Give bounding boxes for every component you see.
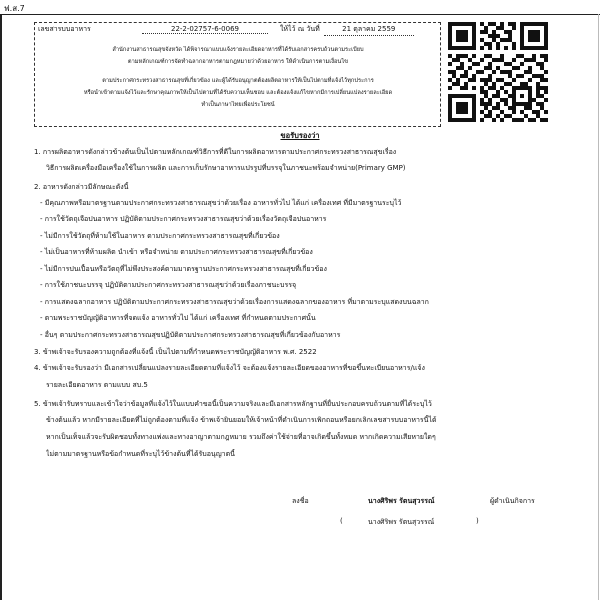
intro-line: ตามหลักเกณฑ์การจัดทำฉลากอาหารตามกฎหมายว่าด้วยอาหาร ให้ดำเนินการตามเงื่อนไข [127, 59, 349, 65]
body-line: 5. ข้าพเจ้ารับทราบและเข้าใจว่าข้อมูลที่แจ้งไว้ในแบบคำขอนี้เป็นความจริงและมีเอกสารหลักฐานที่ยื่นประกอบครบถ้วนตามที่ได้ระบุไว้ [34, 400, 432, 408]
body-line: - ไม่มีการปนเปื้อนหรือวัตถุที่ไม่พึงประสงค์ตามมาตรฐานประกาศกระทรวงสาธารณสุขที่เกี่ยวข้อง [40, 265, 327, 273]
registration-line [38, 24, 438, 36]
close-paren: ) [476, 517, 479, 525]
body-line: 1. การผลิตอาหารดังกล่าวข้างต้นเป็นไปตามหลักเกณฑ์วิธีการที่ดีในการผลิตอาหารตามประกาศกระทรวงสาธารณสุขเรื่อง [34, 148, 397, 156]
intro-line: ตามประกาศกระทรวงสาธารณสุขที่เกี่ยวข้อง และผู้ได้รับอนุญาตต้องผลิตอาหารให้เป็นไปตามที่แจ้งไว้ทุกประการ [102, 78, 374, 84]
body-line: 4. ข้าพเจ้าจะรับรองว่า มีเอกสารเปลี่ยนแปลงรายละเอียดตามที่แจ้งไว้ จะต้องแจ้งรายละเอียดของอาหารที่ขอขึ้นทะเบียนอาหาร/แจ้ง [34, 364, 425, 372]
open-paren: ( [340, 517, 343, 525]
issue-date: 21 ตุลาคม 2559 [324, 24, 414, 36]
intro-line: สำนักงานสาธารณสุขจังหวัด ได้พิจารณาแบบแจ้งรายละเอียดอาหารที่ได้รับเอกสารครบถ้วนตามระเบียบ [112, 47, 364, 53]
top-divider [0, 14, 600, 15]
signer-name: นางศิริพร รัตนสุวรรณ์ [368, 497, 435, 505]
intro-line: ทำเป็นภาษาไทยเพื่อประโยชน์ [201, 102, 275, 108]
signer-name-printed: นางศิริพร รัตนสุวรรณ์ [368, 518, 435, 526]
body-line: 2. อาหารดังกล่าวมีลักษณะดังนี้ [34, 183, 129, 191]
body-line: - ไม่เป็นอาหารที่ห้ามผลิต นำเข้า หรือจำหน่าย ตามประกาศกระทรวงสาธารณสุขที่เกี่ยวข้อง [40, 248, 313, 256]
body-line: 3. ข้าพเจ้าจะรับรองความถูกต้องที่แจ้งนี้ เป็นไปตามที่กำหนดพระราชบัญญัติอาหาร พ.ศ. 2522 [34, 348, 317, 356]
body-line: วิธีการผลิตเครื่องมือเครื่องใช้ในการผลิต และการเก็บรักษาอาหารแปรรูปที่บรรจุในภาชนะพร้อมจำหน่าย(Primary GMP) [46, 164, 406, 172]
body-line: รายละเอียดอาหาร ตามแบบ สบ.5 [46, 381, 148, 389]
body-line: - การใช้ภาชนะบรรจุ ปฏิบัติตามประกาศกระทรวงสาธารณสุขว่าด้วยเรื่องภาชนะบรรจุ [40, 281, 297, 289]
section-heading: ขอรับรองว่า [280, 131, 320, 140]
body-line: - ตามพระราชบัญญัติอาหารที่จดแจ้ง อาหารทั่วไป ได้แก่ เครื่องเทศ ที่กำหนดตามประกาศนั้น [40, 314, 316, 322]
form-code: ฟ.ส.7 [4, 4, 25, 13]
body-line: - ไม่มีการใช้วัตถุที่ห้ามใช้ในอาหาร ตามประกาศกระทรวงสาธารณสุขที่เกี่ยวข้อง [40, 232, 280, 240]
right-border [598, 14, 599, 600]
intro-line: หรือนำเข้าตามแจ้งไว้และรักษาคุณภาพให้เป็นไปตามที่ได้รับความเห็นชอบ และต้องแจ้งแก้ไขหากมีการเปลี่ยนแปลงรายละเอียด [83, 90, 393, 96]
registration-number: 22-2-02757-6-0069 [142, 25, 268, 34]
signer-role: ผู้ดำเนินกิจการ [490, 497, 535, 505]
body-line: - มีคุณภาพหรือมาตรฐานตามประกาศกระทรวงสาธารณสุขว่าด้วยเรื่อง อาหารทั่วไป ได้แก่ เครื่องเทศ ที่มีมาตรฐานระบุไว้ [40, 199, 402, 207]
registration-box [34, 22, 441, 127]
body-line: - อื่นๆ ตามประกาศกระทรวงสาธารณสุขปฏิบัติตามประกาศกระทรวงสาธารณสุขที่เกี่ยวข้องกับอาหาร [40, 331, 341, 339]
qr-code [448, 22, 548, 122]
body-line: หากเป็นเท็จแล้วจะรับผิดชอบทั้งทางแพ่งและทางอาญาตามกฎหมาย รวมถึงค่าใช้จ่ายที่อาจเกิดขึ้นทั้งหมด หากเกิดความเสียหายใดๆ [46, 433, 436, 441]
left-border [0, 14, 2, 600]
body-line: ไม่ตามมาตรฐานหรือข้อกำหนดที่ระบุไว้ข้างต้นที่ได้รับอนุญาตนี้ [46, 450, 235, 458]
body-line: - การใช้วัตถุเจือปนอาหาร ปฏิบัติตามประกาศกระทรวงสาธารณสุขว่าด้วยเรื่องวัตถุเจือปนอาหาร [40, 215, 327, 223]
body-line: - การแสดงฉลากอาหาร ปฏิบัติตามประกาศกระทรวงสาธารณสุขว่าด้วยเรื่องการแสดงฉลากของอาหาร ที่มาตามระบุแสดงบนฉลาก [40, 298, 429, 306]
date-label: ให้ไว้ ณ วันที่ [280, 25, 320, 33]
body-line: ข้างต้นแล้ว หากมีรายละเอียดที่ไม่ถูกต้องตามที่แจ้ง ข้าพเจ้ายินยอมให้เจ้าหน้าที่ดำเนินการเพิกถอนหรือยกเลิกเลขสารบบอาหารนี้ได้ [46, 416, 437, 424]
signature-label: ลงชื่อ [292, 497, 309, 505]
registration-label: เลขสารบบอาหาร [38, 25, 91, 33]
